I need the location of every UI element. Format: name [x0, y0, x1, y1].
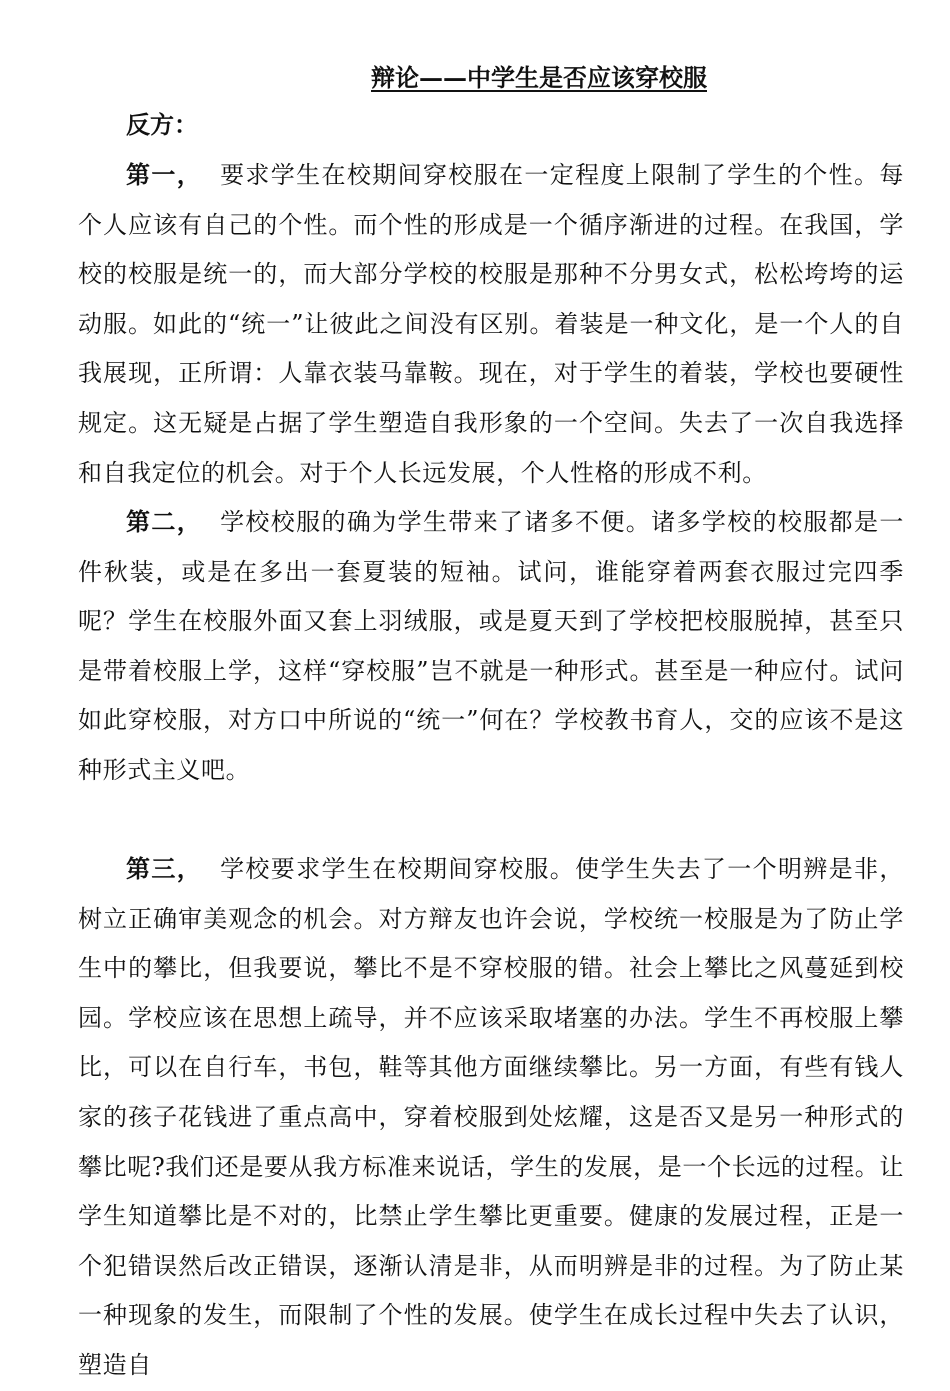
paragraph-lead: 第三， [126, 854, 203, 883]
paragraph-lead: 第一， [126, 160, 203, 189]
document-page [78, 56, 904, 1379]
paragraph-first [78, 150, 904, 497]
paragraph-text: 要求学生在校期间穿校服在一定程度上限制了学生的个性。每个人应该有自己的个性。而个性的形成是一个循序渐进的过程。在我国，学校的校服是统一的，而大部分学校的校服是那种不分男女式，松松垮垮的运动服。如此的“统一”让彼此之间没有区别。着装是一种文化，是一个人的自我展现，正所谓：人靠衣装马靠鞍。现在，对于学生的着装，学校也要硬性规定。这无疑是占据了学生塑造自我形象的一个空间。失去了一次自我选择和自我定位的机会。对于个人长远发展，个人性格的形成不利。 [78, 161, 904, 487]
paragraph-third [78, 844, 904, 1379]
paragraph-text: 学校要求学生在校期间穿校服。使学生失去了一个明辨是非，树立正确审美观念的机会。对方辩友也许会说，学校统一校服是为了防止学生中的攀比，但我要说，攀比不是不穿校服的错。社会上攀比之风蔓延到校园。学校应该在思想上疏导，并不应该采取堵塞的办法。学生不再校服上攀比，可以在自行车，书包，鞋等其他方面继续攀比。另一方面，有些有钱人家的孩子花钱进了重点高中，穿着校服到处炫耀，这是否又是另一种形式的攀比呢?我们还是要从我方标准来说话，学生的发展，是一个长远的过程。让学生知道攀比是不对的，比禁止学生攀比更重要。健康的发展过程，正是一个犯错误然后改正错误，逐渐认清是非，从而明辨是非的过程。为了防止某一种现象的发生，而限制了个性的发展。使学生在成长过程中失去了认识，塑造自 [78, 855, 904, 1379]
paragraph-lead: 第二， [126, 507, 203, 536]
paragraph-second [78, 497, 904, 844]
side-label: 反方： [126, 110, 198, 139]
paragraph-text: 学校校服的确为学生带来了诸多不便。诸多学校的校服都是一件秋装，或是在多出一套夏装的短袖。试问，谁能穿着两套衣服过完四季呢？学生在校服外面又套上羽绒服，或是夏天到了学校把校服脱掉，甚至只是带着校服上学，这样“穿校服”岂不就是一种形式。甚至是一种应付。试问如此穿校服，对方口中所说的“统一”何在？学校教书育人，交的应该不是这种形式主义吧。 [78, 508, 904, 784]
document-title: 辩论——中学生是否应该穿校服 [371, 63, 707, 92]
